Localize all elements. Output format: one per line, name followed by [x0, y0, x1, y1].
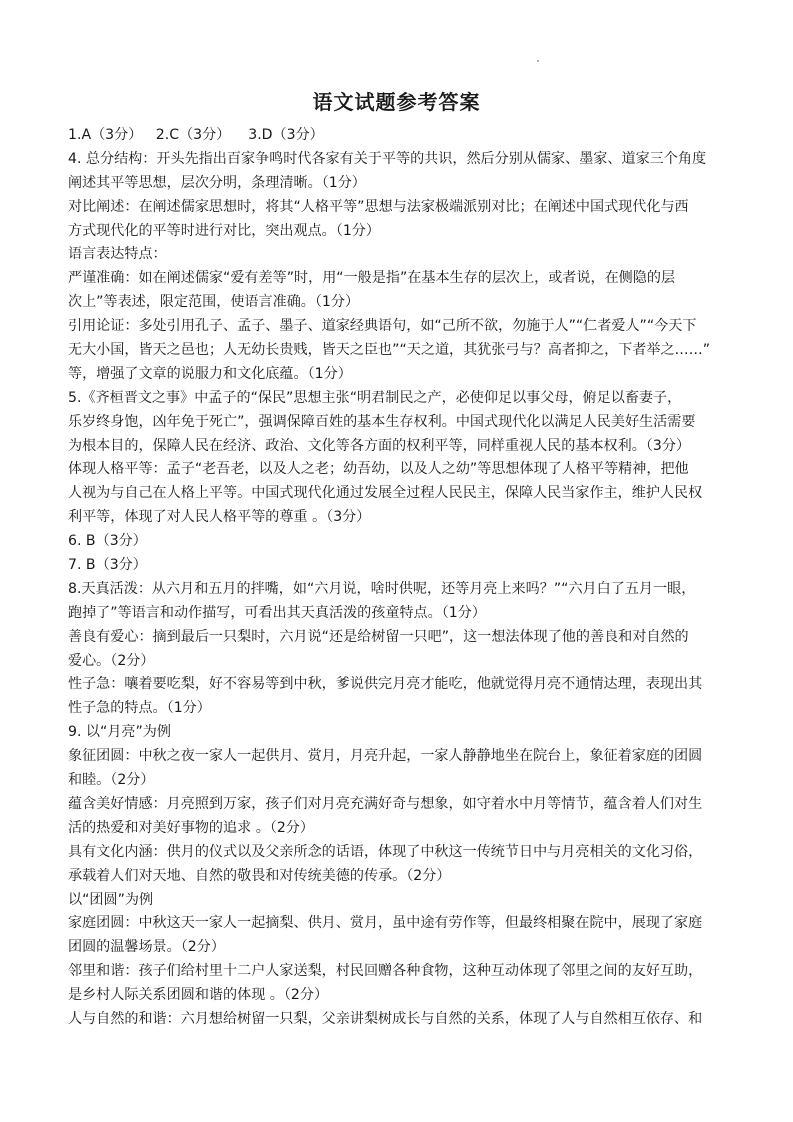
- page-title: 语文试题参考答案: [312, 90, 481, 114]
- text-line: 6. B（3分）: [68, 533, 147, 550]
- text-line: 对比阐述：在阐述儒家思想时，将其“人格平等”思想与法家极端派别对比；在阐述中国式现代化与西: [68, 198, 689, 215]
- text-line: 方式现代化的平等时进行对比，突出观点。（1分）: [68, 222, 380, 239]
- scan-dot: [537, 60, 539, 62]
- text-line: 承载着人们对天地、自然的敬畏和对传统美德的传承。（2分）: [68, 867, 451, 884]
- text-line: 等，增强了文章的说服力和文化底蕴。（1分）: [68, 365, 352, 382]
- text-line: 为根本目的，保障人民在经济、政治、文化等各方面的权利平等，同样重视人民的基本权利。（3分）: [68, 437, 691, 454]
- text-line: 引用论证：多处引用孔子、孟子、墨子、道家经典语句，如“己所不欲，勿施于人”“仁者爱人”“今天下: [68, 318, 697, 335]
- text-line: 具有文化内涵：供月的仪式以及父亲所念的话语，体现了中秋这一传统节日中与月亮相关的文化习俗，: [68, 843, 703, 860]
- text-line: 蕴含美好情感：月亮照到万家，孩子们对月亮充满好奇与想象，如守着水中月等情节，蕴含着人们对生: [68, 795, 703, 812]
- text-line: 爱心。（2分）: [68, 652, 155, 669]
- text-line: 象征团圆：中秋之夜一家人一起供月、赏月，月亮升起，一家人静静地坐在院台上，象征着家庭的团圆: [68, 748, 703, 765]
- text-line: 8.天真活泼：从六月和五月的拌嘴，如“六月说，啥时供呢，还等月亮上来吗？”“六月白了五月一眼，: [68, 580, 696, 597]
- text-line: 性子急：嚷着要吃梨，好不容易等到中秋，爹说供完月亮才能吃，他就觉得月亮不通情达理，表现出其: [68, 676, 703, 693]
- text-line: 家庭团圆：中秋这天一家人一起摘梨、供月、赏月，虽中途有劳作等，但最终相聚在院中，展现了家庭: [68, 915, 703, 932]
- text-line: 7. B（3分）: [68, 557, 147, 574]
- text-line: 9. 以“月亮”为例: [68, 724, 171, 741]
- text-line: 以“团圆”为例: [68, 891, 154, 908]
- text-line: 体现人格平等：孟子“老吾老，以及人之老；幼吾幼，以及人之幼”等思想体现了人格平等精神，把他: [68, 461, 689, 478]
- text-line: 和睦。（2分）: [68, 772, 155, 789]
- text-line: 团圆的温馨场景。（2分）: [68, 939, 225, 956]
- text-line: 5.《齐桓晋文之事》中孟子的“保民”思想主张“明君制民之产，必使仰足以事父母，俯足以畜妻子，: [68, 389, 682, 406]
- text-line: 利平等，体现了对人民人格平等的尊重 。（3分）: [68, 509, 371, 526]
- text-line: 邻里和谐：孩子们给村里十二户人家送梨，村民回赠各种食物，这种互动体现了邻里之间的友好互助，: [68, 963, 703, 980]
- text-line: 跑掉了”等语言和动作描写，可看出其天真活泼的孩童特点。（1分）: [68, 604, 486, 621]
- answer-body: [68, 124, 728, 1032]
- text-line: 是乡村人际关系团圆和谐的体现 。（2分）: [68, 987, 329, 1004]
- text-line: 人与自然的和谐：六月想给树留一只梨，父亲讲梨树成长与自然的关系，体现了人与自然相互依存、和: [68, 1010, 703, 1027]
- text-line: 严谨准确：如在阐述儒家“爱有差等”时，用“一般是指”在基本生存的层次上，或者说，在侧隐的层: [68, 270, 676, 287]
- text-line: 阐述其平等思想，层次分明，条理清晰。（1分）: [68, 174, 366, 191]
- text-line: 性子急的特点。（1分）: [68, 700, 211, 717]
- text-line: 无大小国，皆天之邑也；人无幼长贵贱，皆天之臣也”“天之道，其犹张弓与？高者抑之，下者举之……”: [68, 342, 711, 359]
- text-line: 4. 总分结构：开头先指出百家争鸣时代各家有关于平等的共识，然后分别从儒家、墨家、道家三个角度: [68, 150, 707, 167]
- text-line: 活的热爱和对美好事物的追求 。（2分）: [68, 819, 314, 836]
- text-line: 语言表达特点：: [68, 246, 167, 263]
- text-line: 人视为与自己在人格上平等。中国式现代化通过发展全过程人民民主，保障人民当家作主，维护人民权: [68, 485, 703, 502]
- text-line: 次上”等表述，限定范围，使语言准确。（1分）: [68, 294, 360, 311]
- text-line: 善良有爱心：摘到最后一只梨时，六月说“还是给树留一只吧”，这一想法体现了他的善良和对自然的: [68, 628, 689, 645]
- text-line: 1.A（3分） 2.C（3分） 3.D（3分）: [68, 127, 324, 143]
- text-line: 乐岁终身饱，凶年免于死亡”，强调保障百姓的基本生存权利。中国式现代化以满足人民美好生活需要: [68, 413, 696, 430]
